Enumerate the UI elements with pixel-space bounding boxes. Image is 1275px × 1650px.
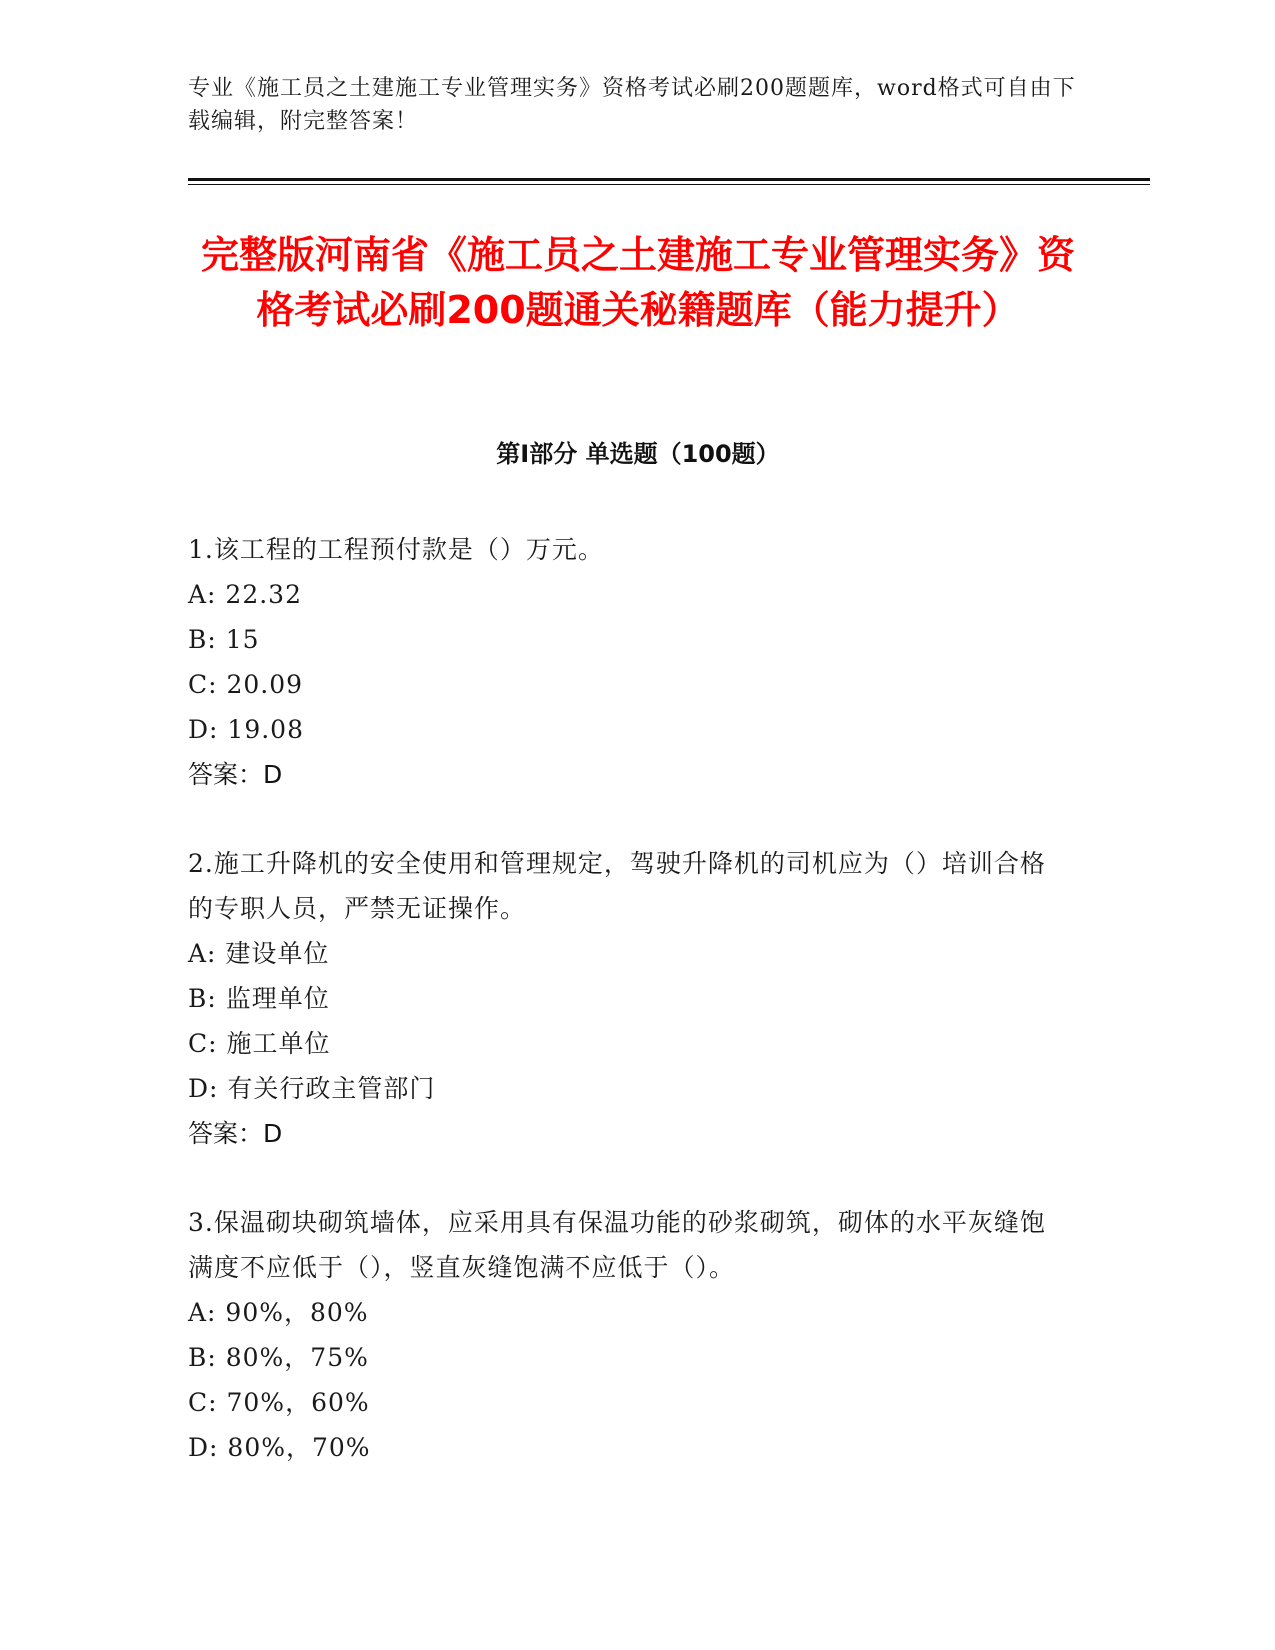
header-note: 专业《施工员之土建施工专业管理实务》资格考试必刷200题题库，word格式可自由下载编辑，附完整答案！: [188, 76, 1076, 134]
header-rule-thin: [188, 184, 1150, 185]
answer-value: D: [263, 1119, 283, 1148]
option-c: C: 施工单位: [188, 1029, 331, 1058]
option-a: A: 建设单位: [188, 939, 330, 968]
header-rule-thick: [188, 178, 1150, 181]
option-c: C: 20.09: [188, 670, 304, 699]
answer-label: 答案：: [188, 760, 264, 789]
question-2: [188, 841, 1068, 1156]
option-b: B: 监理单位: [188, 984, 330, 1013]
answer-line: [188, 752, 1068, 797]
answer-line: [188, 1111, 1068, 1156]
option-a: A: 90%，80%: [188, 1298, 369, 1327]
document-title: 完整版河南省《施工员之土建施工专业管理实务》资格考试必刷200题通关秘籍题库（能力提升）: [200, 233, 1075, 332]
question-stem: 1.该工程的工程预付款是（）万元。: [188, 535, 604, 564]
option-a: A: 22.32: [188, 580, 302, 609]
option-d: D: 有关行政主管部门: [188, 1074, 436, 1103]
question-1: [188, 527, 1068, 797]
option-d: D: 19.08: [188, 715, 304, 744]
section-title: 第I部分 单选题（100题）: [496, 440, 780, 468]
option-d: D: 80%，70%: [188, 1433, 371, 1462]
answer-value: D: [263, 760, 283, 789]
option-b: B: 80%，75%: [188, 1343, 369, 1372]
question-list: [188, 527, 1068, 1514]
question-stem: 2.施工升降机的安全使用和管理规定，驾驶升降机的司机应为（）培训合格的专职人员，严禁无证操作。: [188, 849, 1046, 923]
question-stem: 3.保温砌块砌筑墙体，应采用具有保温功能的砂浆砌筑，砌体的水平灰缝饱满度不应低于（），竖直灰缝饱满不应低于（）。: [188, 1208, 1046, 1282]
answer-label: 答案：: [188, 1119, 264, 1148]
option-b: B: 15: [188, 625, 260, 654]
option-c: C: 70%，60%: [188, 1388, 370, 1417]
question-3: [188, 1200, 1068, 1470]
